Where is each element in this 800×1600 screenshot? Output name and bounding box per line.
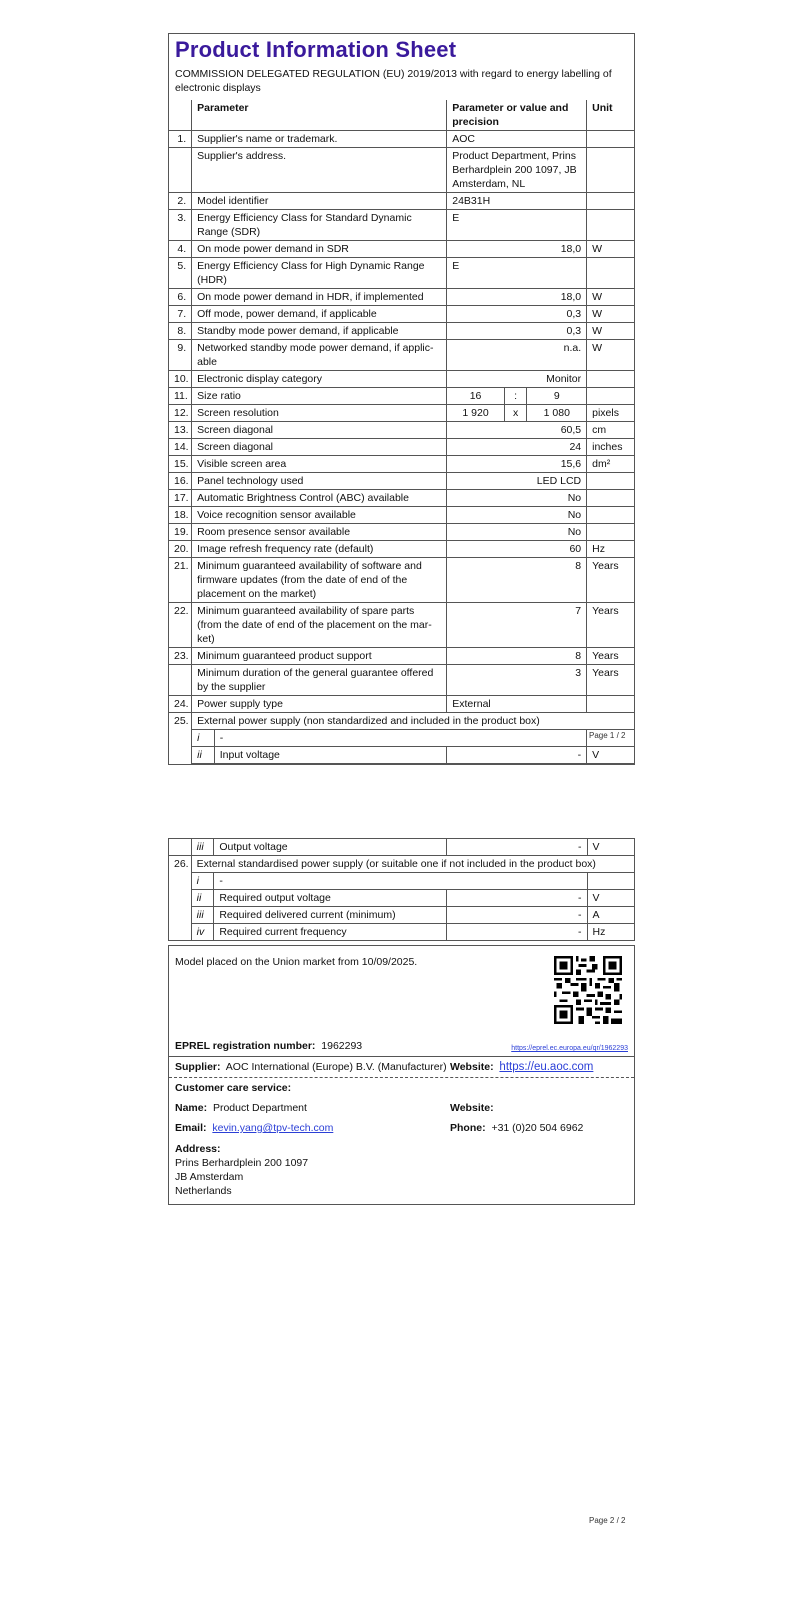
row-value: 7 [447,603,587,648]
row-label: Room presence sensor available [192,524,447,541]
row-number: 18. [169,507,192,524]
row-unit [587,524,634,541]
table-row [169,323,634,340]
email-label: Email: [175,1122,207,1134]
row-unit [587,696,634,713]
sub-index: ii [191,890,214,907]
row-label: Model identifier [192,193,447,210]
header-value: Parameter or value and precision [447,100,587,131]
row-value: 0,3 [447,306,587,323]
row-unit [587,131,634,148]
website-label: Website: [450,1061,494,1073]
row-number [169,839,192,856]
row-number: 4. [169,241,192,258]
row-unit [587,473,634,490]
sheet-frame [168,33,635,765]
row-number [169,148,192,193]
address-line: Netherlands [175,1185,232,1197]
row-label: Image refresh frequency rate (default) [192,541,447,558]
row-number [169,924,192,941]
row-value: 60,5 [447,422,587,439]
table-row [169,439,634,456]
table-row [169,148,634,193]
eprel-label: EPREL registration number: [175,1040,316,1052]
table-row [169,839,635,856]
table-row [169,473,634,490]
table-row [169,306,634,323]
row-value: No [447,507,587,524]
address-label: Address: [175,1143,221,1155]
row-label: Minimum guaranteed availability of software and firmware updates (from the date of end of the placement on the market) [192,558,447,603]
row-number: 21. [169,558,192,603]
row-number: 9. [169,340,192,371]
row-unit: V [587,747,634,764]
row-unit: inches [587,439,634,456]
table-row [169,713,634,730]
row-value: AOC [447,131,587,148]
table-row [169,648,634,665]
row-value: 15,6 [447,456,587,473]
row-value: E [447,258,587,289]
row-label: Minimum duration of the general guarantee offered by the supplier [192,665,447,696]
row-value-a: 1 920 [447,405,505,422]
row-unit: V [587,890,634,907]
row-value-b: 9 [527,388,587,405]
row-number [169,890,192,907]
row-label: Standby mode power demand, if applicable [192,323,447,340]
table-row [169,507,634,524]
phone-value: +31 (0)20 504 6962 [491,1122,584,1134]
row-unit: Years [587,603,634,648]
table-row [169,405,634,422]
row-label: External standardised power supply (or suitable one if not included in the product box) [191,856,634,873]
row-label: Supplier's name or trademark. [192,131,447,148]
row-label: Electronic display category [192,371,447,388]
row-label: Panel technology used [192,473,447,490]
page-1 [168,33,635,765]
row-unit: W [587,323,634,340]
table-row [169,490,634,507]
website-link[interactable]: https://eu.aoc.com [499,1061,594,1073]
table-row [169,558,634,603]
row-number: 17. [169,490,192,507]
phone-label: Phone: [450,1122,486,1134]
table-row [169,210,634,241]
row-unit [587,388,634,405]
table-header-row [169,100,634,131]
sub-index: iii [191,907,214,924]
row-number: 3. [169,210,192,241]
row-value: - [447,839,587,856]
customer-care-title: Customer care service: [175,1082,292,1094]
row-label: Off mode, power demand, if applicable [192,306,447,323]
row-number: 5. [169,258,192,289]
table-row [169,131,634,148]
row-value: 3 [447,665,587,696]
row-unit [587,507,634,524]
row-unit: W [587,306,634,323]
row-value: 60 [447,541,587,558]
row-value: 18,0 [447,289,587,306]
page-number-2: Page 2 / 2 [589,1516,626,1525]
name-value: Product Department [212,1102,307,1114]
row-label: On mode power demand in HDR, if implemented [192,289,447,306]
eprel-link[interactable]: https://eprel.ec.europa.eu/qr/1962293 [511,1045,628,1052]
row-label: - [214,730,586,747]
page-2-table [168,838,635,941]
row-unit: W [587,340,634,371]
row-value: 0,3 [447,323,587,340]
row-unit: dm² [587,456,634,473]
row-value-a: 16 [447,388,505,405]
row-value: 24B31H [447,193,587,210]
row-label: - [214,873,587,890]
table-row [169,340,634,371]
table-row [169,388,634,405]
row-value: Product Department, Prins Berhardplein 200 1097, JB Amsterdam, NL [447,148,587,193]
row-number: 10. [169,371,192,388]
row-label: Power supply type [192,696,447,713]
table-row [169,730,634,747]
row-label: Required current frequency [214,924,447,941]
row-label: Size ratio [192,388,447,405]
row-unit: Hz [587,541,634,558]
row-label: Networked standby mode power demand, if applic-able [192,340,447,371]
row-unit: Years [587,558,634,603]
table-row [169,456,634,473]
row-label: Visible screen area [192,456,447,473]
row-label: External power supply (non standardized and included in the product box) [192,713,634,730]
row-unit [587,258,634,289]
row-unit [587,193,634,210]
table-row [169,289,634,306]
row-unit: cm [587,422,634,439]
row-label: Output voltage [214,839,447,856]
row-number: 15. [169,456,192,473]
row-value: 18,0 [447,241,587,258]
table-row [169,924,635,941]
table-row [169,193,634,210]
row-value: 8 [447,558,587,603]
row-unit [587,148,634,193]
table-row [169,856,635,873]
row-separator: x [504,405,527,422]
market-date: Model placed on the Union market from 10/09/2025. [175,956,418,968]
page-title: Product Information Sheet [175,37,457,62]
care-website-label: Website: [450,1102,494,1114]
table-row [169,603,634,648]
row-label: Screen diagonal [192,439,447,456]
row-number: 20. [169,541,192,558]
row-number [169,730,192,747]
row-label: Minimum guaranteed product support [192,648,447,665]
row-label: Input voltage [214,747,446,764]
row-number [169,747,192,764]
sub-index: ii [192,747,215,764]
table-row [169,873,635,890]
parameter-table-continued [168,838,635,941]
row-number: 24. [169,696,192,713]
row-label: Required delivered current (minimum) [214,907,447,924]
row-value: - [447,907,587,924]
row-unit: W [587,289,634,306]
row-number: 22. [169,603,192,648]
row-number: 11. [169,388,192,405]
table-row [169,258,634,289]
name-label: Name: [175,1102,208,1114]
row-value: 8 [447,648,587,665]
row-number [169,873,192,890]
row-label: On mode power demand in SDR [192,241,447,258]
row-value: - [447,924,587,941]
table-row [169,907,635,924]
row-label: Voice recognition sensor available [192,507,447,524]
supplier-label: Supplier: [175,1061,221,1073]
row-number: 16. [169,473,192,490]
row-number [169,907,192,924]
row-unit: Years [587,648,634,665]
row-number: 19. [169,524,192,541]
row-label: Supplier's address. [192,148,447,193]
table-row [169,524,634,541]
sub-index: i [191,873,214,890]
table-row [169,890,635,907]
info-box [168,945,635,1205]
row-number: 1. [169,131,192,148]
row-number [169,665,192,696]
row-label: Screen resolution [192,405,447,422]
table-row [169,422,634,439]
row-number: 26. [169,856,192,873]
row-unit: pixels [587,405,634,422]
row-label: Screen diagonal [192,422,447,439]
row-label: Automatic Brightness Control (ABC) available [192,490,447,507]
table-row [169,747,634,764]
row-label: Minimum guaranteed availability of spare parts (from the date of end of the placement on the mar-ket) [192,603,447,648]
row-value: No [447,524,587,541]
row-value: n.a. [447,340,587,371]
row-value-b: 1 080 [527,405,587,422]
regulation-subtitle: COMMISSION DELEGATED REGULATION (EU) 2019/2013 with regard to energy labelling of electronic displays [175,68,612,94]
row-value: 24 [447,439,587,456]
row-number: 12. [169,405,192,422]
row-label: Energy Efficiency Class for Standard Dynamic Range (SDR) [192,210,447,241]
row-unit [587,371,634,388]
supplier-value: AOC International (Europe) B.V. (Manufacturer) [225,1061,447,1073]
header-parameter: Parameter [192,100,447,131]
sub-index: iv [191,924,214,941]
table-row [169,541,634,558]
eprel-number: 1962293 [321,1040,363,1052]
row-number: 7. [169,306,192,323]
row-value: - [447,890,587,907]
row-value: No [447,490,587,507]
page-number-1: Page 1 / 2 [589,731,626,740]
row-unit: A [587,907,634,924]
table-row [169,241,634,258]
row-unit [587,873,634,890]
table-row [169,696,634,713]
row-value: LED LCD [447,473,587,490]
row-unit: Years [587,665,634,696]
sub-index: iii [191,839,214,856]
qr-code-icon[interactable] [554,956,622,1024]
sub-index: i [192,730,215,747]
row-label: Energy Efficiency Class for High Dynamic Range (HDR) [192,258,447,289]
row-value: - [447,747,587,764]
row-value: External [447,696,587,713]
table-row [169,371,634,388]
row-label: Required output voltage [214,890,447,907]
email-link[interactable]: kevin.yang@tpv-tech.com [212,1122,334,1134]
address-line: Prins Berhardplein 200 1097 [175,1157,309,1169]
row-number: 6. [169,289,192,306]
row-unit: Hz [587,924,634,941]
row-unit: W [587,241,634,258]
row-number: 14. [169,439,192,456]
row-value: E [447,210,587,241]
table-row [169,665,634,696]
row-number: 13. [169,422,192,439]
row-number: 8. [169,323,192,340]
row-unit: V [587,839,634,856]
row-number: 23. [169,648,192,665]
row-value: Monitor [447,371,587,388]
row-separator: : [504,388,527,405]
row-unit [587,490,634,507]
row-number: 25. [169,713,192,730]
row-number: 2. [169,193,192,210]
row-unit [587,210,634,241]
address-line: JB Amsterdam [175,1171,244,1183]
header-unit: Unit [587,100,634,131]
parameter-table [169,100,634,764]
